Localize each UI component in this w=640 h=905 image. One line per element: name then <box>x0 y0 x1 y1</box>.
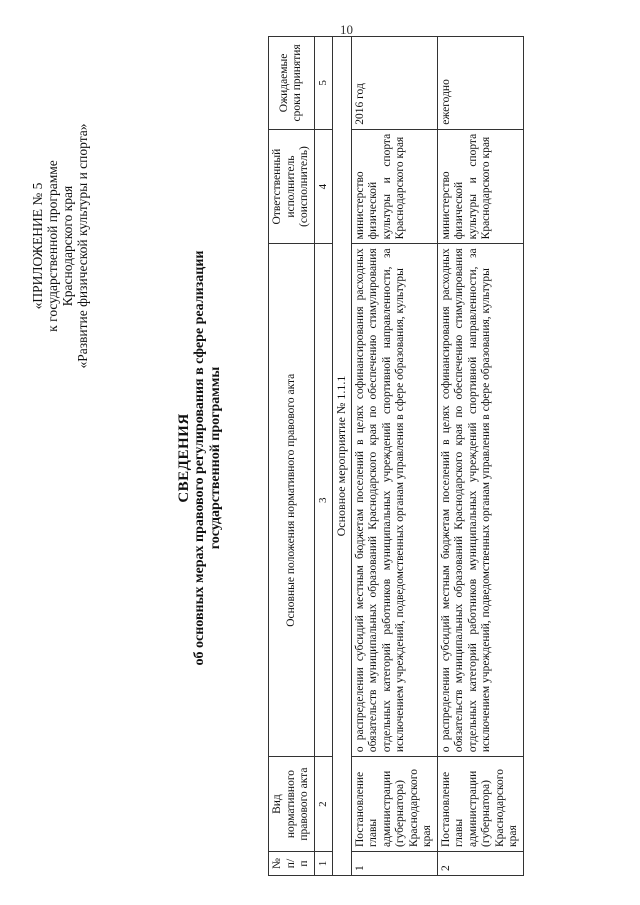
title-line-3: государственной программы <box>208 366 223 550</box>
appendix-header <box>30 56 90 436</box>
table-row <box>437 37 523 876</box>
table-row <box>351 37 437 876</box>
colnum-2: 2 <box>314 757 333 852</box>
header-act-type: Вид нормативного правового акта <box>269 757 315 852</box>
table-header-row <box>269 37 315 876</box>
header-term: Ожидаемые сроки принятия <box>269 37 315 130</box>
column-number-row <box>314 37 333 876</box>
act-type: Постановление главы администрации (губернатора) Краснодарского края <box>437 757 523 852</box>
appendix-line-1: «ПРИЛОЖЕНИЕ № 5 <box>30 182 45 310</box>
measures-table <box>268 36 524 876</box>
row-number: 1 <box>351 852 437 876</box>
document-title <box>176 28 224 888</box>
act-type: Постановление главы администрации (губернатора) Краснодарского края <box>351 757 437 852</box>
section-title: Основное мероприятие № 1.1.1 <box>333 37 352 876</box>
colnum-4: 4 <box>314 129 333 244</box>
colnum-5: 5 <box>314 37 333 130</box>
colnum-3: 3 <box>314 244 333 757</box>
header-executor: Ответственный исполнитель (соисполнитель) <box>269 129 315 244</box>
row-number: 2 <box>437 852 523 876</box>
page-number: 10 <box>340 22 353 37</box>
act-content: о распределении субсидий местным бюджетам поселений в целях софинансирования расходных обязательств муниципальных образований Краснодарского края по обеспечению стимулирования отдельных категорий работников муниципальных учреждений спортивной направленности, за исключением учреждений, подведомственных органам управления в сфере образования, культуры <box>351 244 437 757</box>
colnum-1: 1 <box>314 852 333 876</box>
term: 2016 год <box>351 37 437 130</box>
appendix-line-4: «Развитие физической культуры и спорта» <box>75 123 90 369</box>
header-content: Основные положения нормативного правового акта <box>269 244 315 757</box>
term: ежегодно <box>437 37 523 130</box>
executor: министерство физической культуры и спорта Краснодарского края <box>351 129 437 244</box>
section-row <box>333 37 352 876</box>
title-line-1: СВЕДЕНИЯ <box>176 413 192 503</box>
executor: министерство физической культуры и спорта Краснодарского края <box>437 129 523 244</box>
header-num: № п/п <box>269 852 315 876</box>
act-content: о распределении субсидий местным бюджетам поселений в целях софинансирования расходных обязательств муниципальных образований Краснодарского края по обеспечению стимулирования отдельных категорий работников муниципальных учреждений спортивной направленности, за исключением учреждений, подведомственных органам управления в сфере образования, культуры <box>437 244 523 757</box>
title-line-2: об основных мерах правового регулирования в сфере реализации <box>192 250 207 666</box>
appendix-line-3: Краснодарского края <box>60 185 75 307</box>
appendix-line-2: к государственной программе <box>45 160 60 332</box>
rotated-document-page <box>18 28 608 888</box>
